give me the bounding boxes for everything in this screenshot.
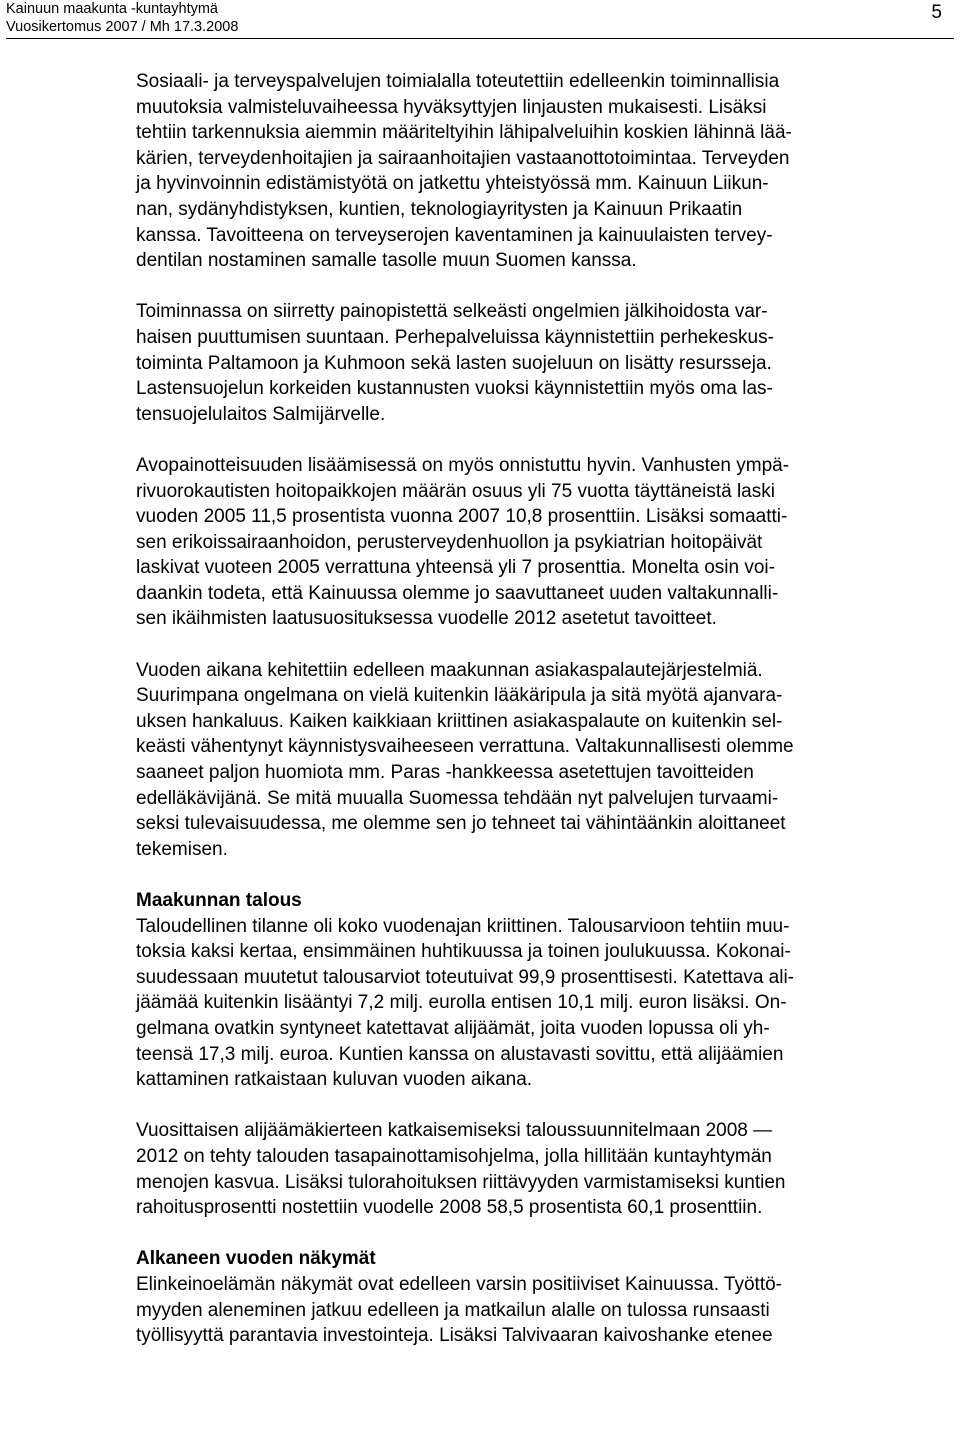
header-organization: Kainuun maakunta -kuntayhtymä xyxy=(6,1,218,17)
paragraph xyxy=(136,658,951,863)
text-line: daankin todeta, että Kainuussa olemme jo saavuttaneet uuden valtakunnalli- xyxy=(136,582,779,604)
text-line: Suurimpana ongelmana on vielä kuitenkin lääkäripula ja sitä myötä ajanvara- xyxy=(136,685,783,707)
text-line: seksi tulevaisuudessa, me olemme sen jo tehneet tai vähintäänkin aloittaneet xyxy=(136,813,786,835)
text-line: laskivat vuoteen 2005 verrattuna yhteensä yli 7 prosenttia. Monelta osin voi- xyxy=(136,557,775,579)
text-line: Taloudellinen tilanne oli koko vuodenajan kriittinen. Talousarvioon tehtiin muu- xyxy=(136,915,790,937)
text-line: sen erikoissairaanhoidon, perusterveydenhuollon ja psykiatrian hoitopäivät xyxy=(136,531,763,553)
text-line: jäämää kuitenkin lisääntyi 7,2 milj. eurolla entisen 10,1 milj. euron lisäksi. On- xyxy=(136,992,787,1014)
paragraph xyxy=(136,1118,951,1220)
text-line: gelmana ovatkin syntyneet katettavat alijäämät, joita vuoden lopussa oli yh- xyxy=(136,1017,770,1039)
text-line: työllisyyttä parantavia investointeja. Lisäksi Talvivaaran kaivoshanke etenee xyxy=(136,1325,773,1347)
header-report-title: Vuosikertomus 2007 / Mh 17.3.2008 xyxy=(6,19,239,35)
section-heading: Maakunnan talous xyxy=(136,890,302,911)
paragraph xyxy=(136,453,951,632)
text-line: sen ikäihmisten laatusuosituksessa vuodelle 2012 asetetut tavoitteet. xyxy=(136,608,717,630)
text-line: Lastensuojelun korkeiden kustannusten vuoksi käynnistettiin myös oma las- xyxy=(136,378,773,400)
text-line: keästi vähentynyt käynnistysvaiheeseen verrattuna. Valtakunnallisesti olemme xyxy=(136,736,794,758)
text-line: myyden aleneminen jatkuu edelleen ja matkailun alalle on tulossa runsaasti xyxy=(136,1299,770,1321)
text-line: menojen kasvua. Lisäksi tulorahoituksen riittävyyden varmistamiseksi kuntien xyxy=(136,1171,786,1193)
section-heading: Alkaneen vuoden näkymät xyxy=(136,1248,376,1270)
paragraph xyxy=(136,1246,951,1348)
text-line: uksen hankaluus. Kaiken kaikkiaan kriittinen asiakaspalaute on kuitenkin sel- xyxy=(136,710,783,732)
text-line: edelläkävijänä. Se mitä muualla Suomessa tehdään nyt palvelujen turvaami- xyxy=(136,787,779,809)
text-line: kattaminen ratkaistaan kuluvan vuoden aikana. xyxy=(136,1069,533,1091)
text-line: Vuoden aikana kehitettiin edelleen maakunnan asiakaspalautejärjestelmiä. xyxy=(136,659,763,681)
text-line: suudessaan muutetut talousarviot toteutuivat 99,9 prosenttisesti. Katettava ali- xyxy=(136,966,794,988)
paragraph xyxy=(136,299,951,427)
text-line: ja hyvinvoinnin edistämistyötä on jatkettu yhteistyössä mm. Kainuun Liikun- xyxy=(136,173,769,195)
text-line: haisen puuttumisen suuntaan. Perhepalveluissa käynnistettiin perhekeskus- xyxy=(136,326,774,348)
text-line: Vuosittaisen alijäämäkierteen katkaisemiseksi taloussuunnitelmaan 2008 — xyxy=(136,1120,773,1142)
text-line: Sosiaali- ja terveyspalvelujen toimialalla toteutettiin edelleenkin toiminnallisia xyxy=(136,71,780,92)
text-line: Elinkeinoelämän näkymät ovat edelleen varsin positiiviset Kainuussa. Työttö- xyxy=(136,1273,782,1295)
document-body xyxy=(136,69,951,1374)
text-line: dentilan nostaminen samalle tasolle muun Suomen kanssa. xyxy=(136,250,637,272)
text-line: nan, sydänyhdistyksen, kuntien, teknologiayritysten ja Kainuun Prikaatin xyxy=(136,198,743,220)
text-line: saaneet paljon huomiota mm. Paras -hankkeessa asetettujen tavoitteiden xyxy=(136,762,754,784)
header-divider xyxy=(6,38,954,39)
text-line: Toiminnassa on siirretty painopistettä selkeästi ongelmien jälkihoidosta var- xyxy=(136,301,768,323)
text-line: teensä 17,3 milj. euroa. Kuntien kanssa on alustavasti sovittu, että alijäämien xyxy=(136,1043,784,1065)
text-line: kärien, terveydenhoitajien ja sairaanhoitajien vastaanottotoimintaa. Terveyden xyxy=(136,147,790,169)
paragraph xyxy=(136,69,951,274)
page-number: 5 xyxy=(931,2,942,23)
document-header xyxy=(6,0,238,36)
text-line: 2012 on tehty talouden tasapainottamisohjelma, jolla hillitään kuntayhtymän xyxy=(136,1145,772,1167)
text-line: rahoitusprosentti nostettiin vuodelle 2008 58,5 prosentista 60,1 prosenttiin. xyxy=(136,1197,763,1219)
text-line: tekemisen. xyxy=(136,838,228,860)
text-line: muutoksia valmisteluvaiheessa hyväksyttyjen linjausten mukaisesti. Lisäksi xyxy=(136,96,767,118)
text-line: kanssa. Tavoitteena on terveyserojen kaventaminen ja kainuulaisten tervey- xyxy=(136,224,773,246)
text-line: vuoden 2005 11,5 prosentista vuonna 2007 10,8 prosenttiin. Lisäksi somaatti- xyxy=(136,506,788,528)
text-line: Avopainotteisuuden lisäämisessä on myös onnistuttu hyvin. Vanhusten ympä- xyxy=(136,454,790,476)
text-line: tehtiin tarkennuksia aiemmin määriteltyihin lähipalveluihin koskien lähinnä lää- xyxy=(136,122,792,144)
text-line: tensuojelulaitos Salmijärvelle. xyxy=(136,403,386,425)
paragraph xyxy=(136,888,951,1093)
text-line: rivuorokautisten hoitopaikkojen määrän osuus yli 75 vuotta täyttäneistä laski xyxy=(136,480,775,502)
text-line: toksia kaksi kertaa, ensimmäinen huhtikuussa ja toinen joulukuussa. Kokonai- xyxy=(136,941,791,963)
text-line: toiminta Paltamoon ja Kuhmoon sekä lasten suojeluun on lisätty resursseja. xyxy=(136,352,772,374)
